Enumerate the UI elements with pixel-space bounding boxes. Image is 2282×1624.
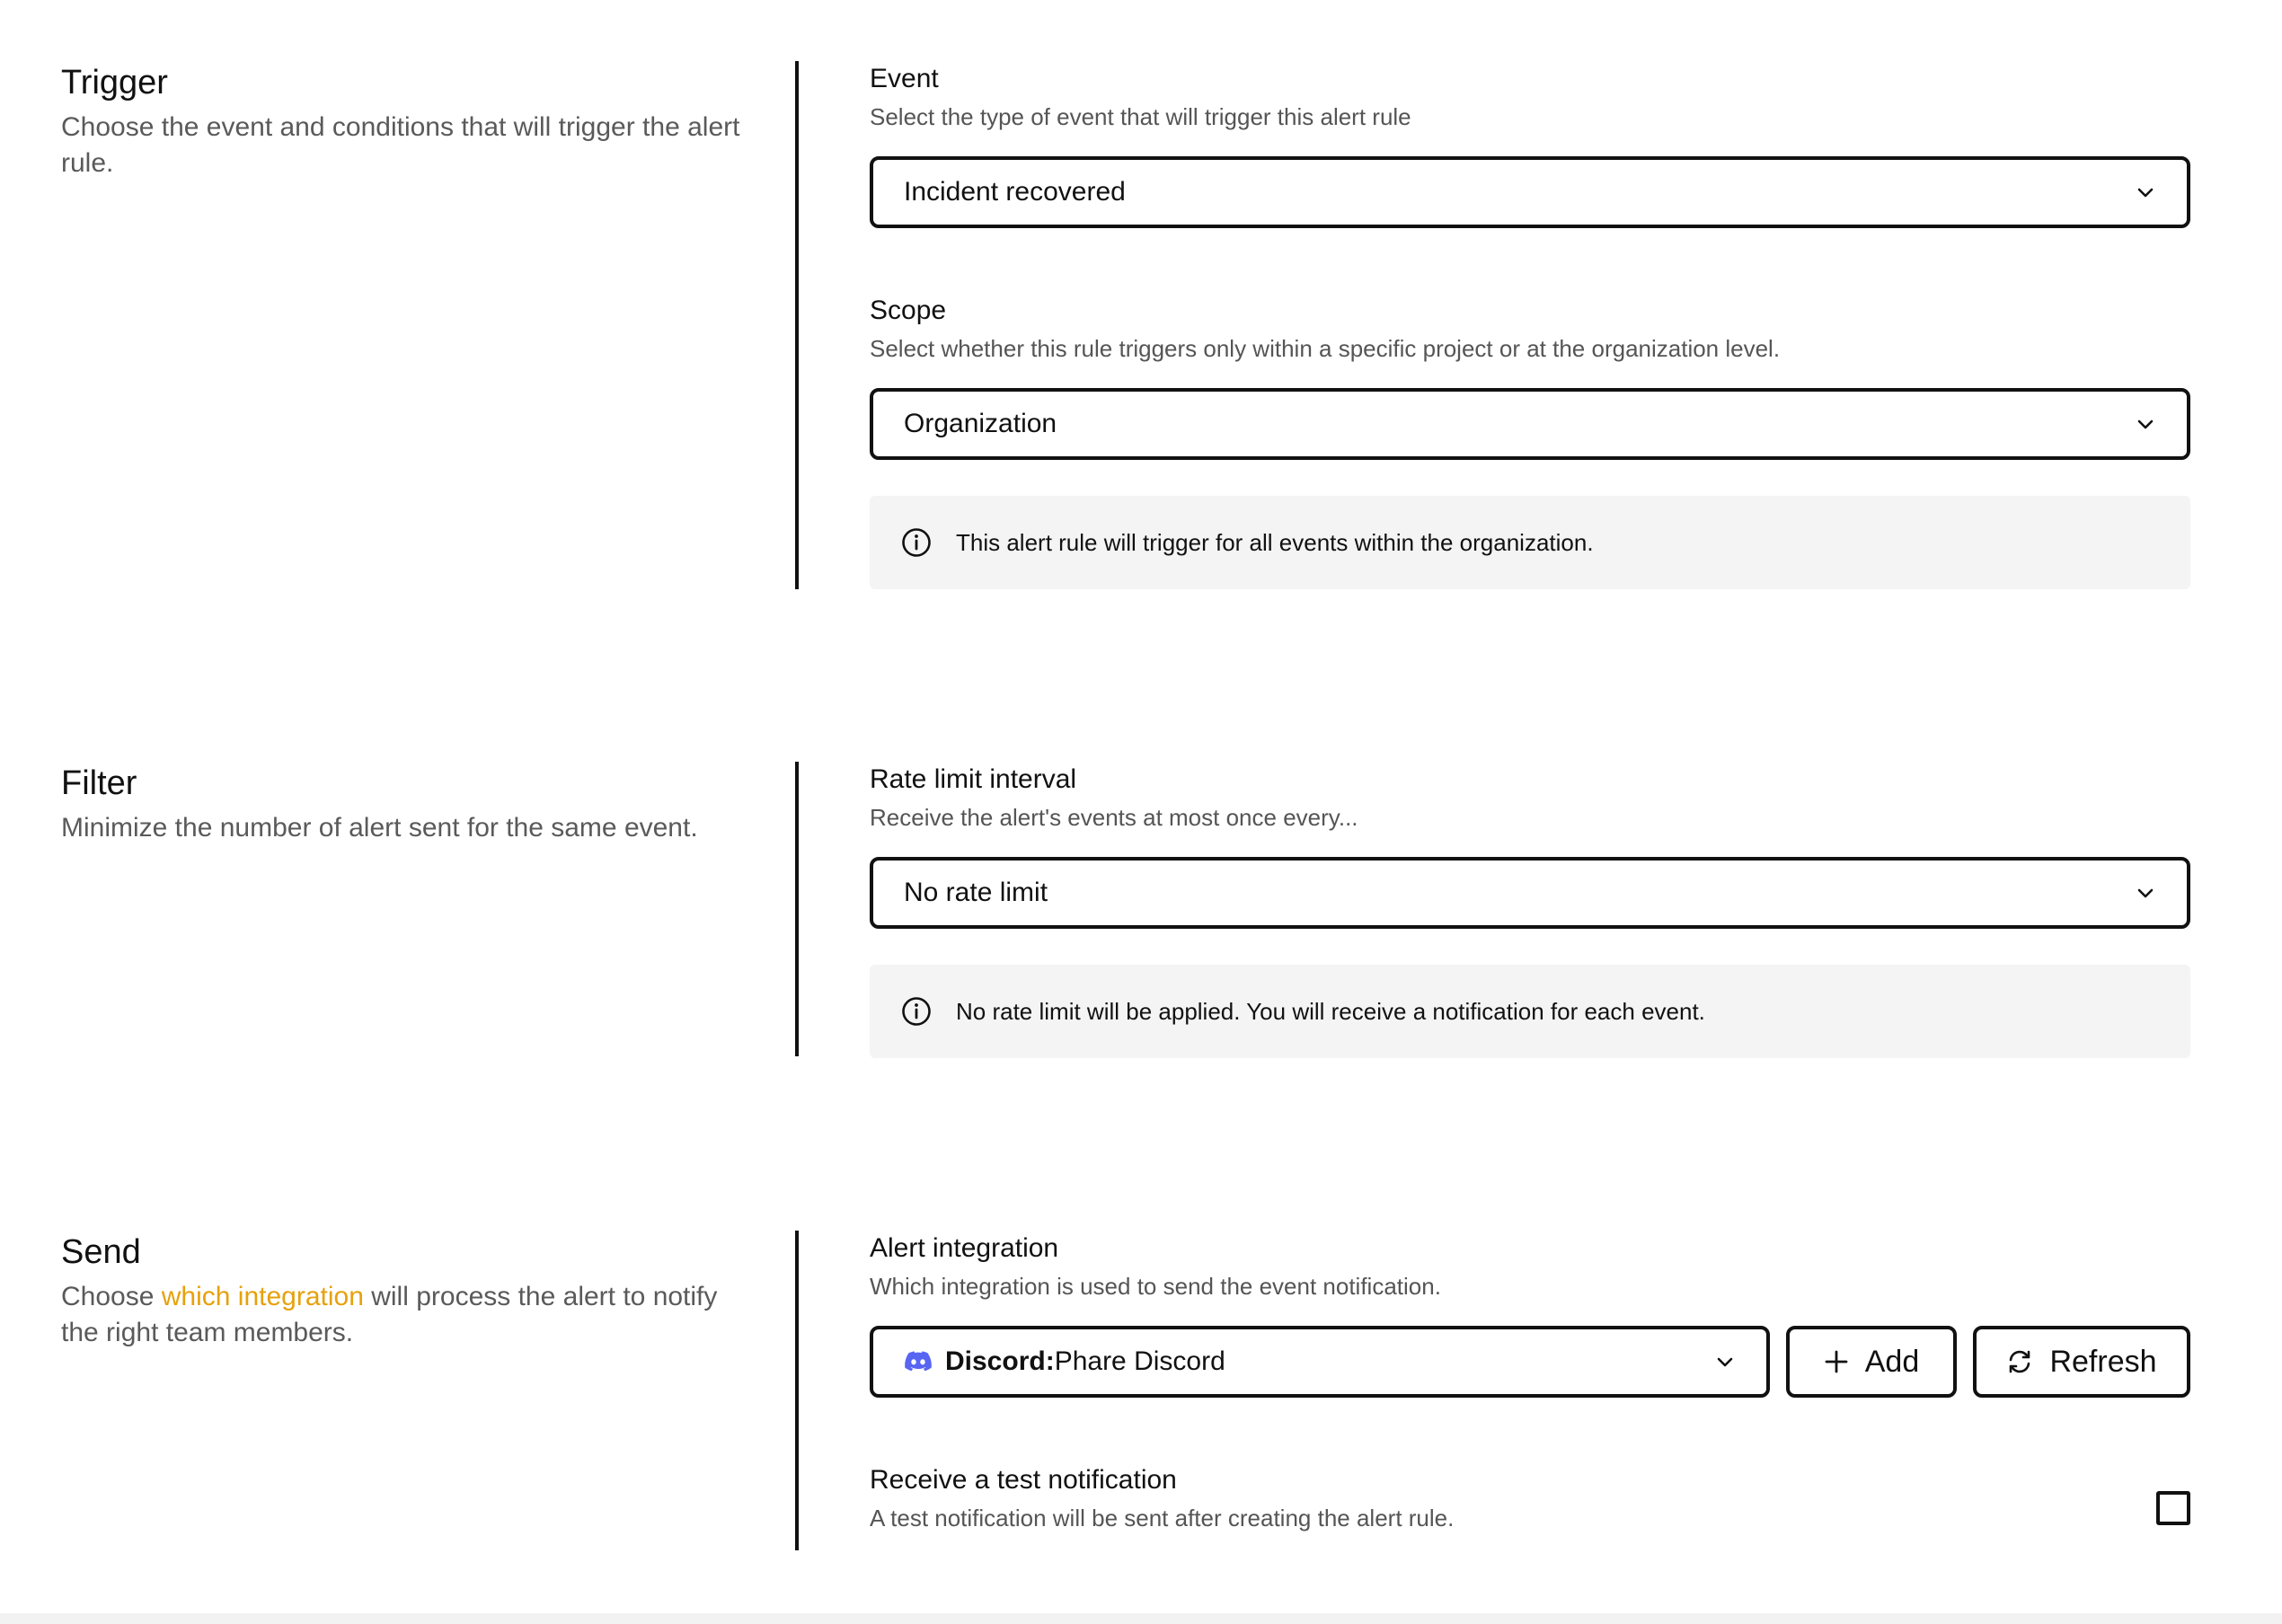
integration-name: Phare Discord xyxy=(1054,1346,1225,1376)
send-description xyxy=(61,1279,744,1351)
scope-label: Scope xyxy=(870,296,947,325)
filter-section xyxy=(0,762,2282,1067)
test-notification-label: Receive a test notification xyxy=(870,1465,1177,1495)
event-label: Event xyxy=(870,64,939,93)
test-notification-checkbox[interactable] xyxy=(2156,1491,2190,1525)
filter-title: Filter xyxy=(61,764,137,802)
send-title: Send xyxy=(61,1233,141,1271)
scope-select[interactable] xyxy=(870,388,2190,460)
integration-help: Which integration is used to send the event notification. xyxy=(870,1273,1441,1300)
filter-intro xyxy=(61,762,744,846)
rate-limit-help: Receive the alert's events at most once every... xyxy=(870,804,1358,831)
scope-info-text: This alert rule will trigger for all events within the organization. xyxy=(956,528,1594,556)
refresh-integrations-button[interactable] xyxy=(1973,1326,2190,1398)
send-divider xyxy=(795,1231,799,1550)
info-icon xyxy=(900,526,933,559)
footer-bar xyxy=(0,1613,2282,1624)
chevron-down-icon xyxy=(1712,1349,1738,1374)
event-select[interactable] xyxy=(870,156,2190,228)
trigger-fields xyxy=(870,61,2190,600)
rate-limit-info-text: No rate limit will be applied. You will receive a notification for each event. xyxy=(956,997,1705,1025)
scope-help: Select whether this rule triggers only within a specific project or at the organization level. xyxy=(870,335,1781,362)
send-description-suffix: will process the alert to notify the right team members. xyxy=(61,1282,718,1347)
integration-select[interactable] xyxy=(870,1326,1770,1398)
rate-limit-info-box xyxy=(870,965,2190,1058)
send-section xyxy=(0,1231,2282,1554)
send-description-prefix: Choose xyxy=(61,1282,162,1311)
add-button-label: Add xyxy=(1864,1344,1920,1379)
test-notification-help: A test notification will be sent after creating the alert rule. xyxy=(870,1505,1455,1531)
plus-icon xyxy=(1824,1349,1849,1374)
filter-divider xyxy=(795,762,799,1056)
trigger-intro xyxy=(61,61,744,181)
chevron-down-icon xyxy=(2133,411,2158,437)
trigger-divider xyxy=(795,61,799,589)
filter-description: Minimize the number of alert sent for the same event. xyxy=(61,813,698,843)
send-fields xyxy=(870,1231,2190,1554)
discord-icon xyxy=(904,1350,933,1373)
integration-label: Alert integration xyxy=(870,1233,1059,1263)
trigger-title: Trigger xyxy=(61,64,168,102)
refresh-button-label: Refresh xyxy=(2049,1344,2157,1379)
integration-type: Discord: xyxy=(945,1346,1055,1376)
refresh-icon xyxy=(2006,1348,2033,1375)
event-help: Select the type of event that will trigger this alert rule xyxy=(870,103,1411,130)
rate-limit-select-value: No rate limit xyxy=(904,878,1048,907)
chevron-down-icon xyxy=(2133,880,2158,905)
scope-select-value: Organization xyxy=(904,409,1057,438)
trigger-description: Choose the event and conditions that will trigger the alert rule. xyxy=(61,112,740,178)
scope-info-box xyxy=(870,496,2190,589)
send-intro xyxy=(61,1231,744,1351)
integration-select-value xyxy=(945,1346,1712,1377)
add-integration-button[interactable] xyxy=(1786,1326,1957,1398)
rate-limit-select[interactable] xyxy=(870,857,2190,929)
rate-limit-label: Rate limit interval xyxy=(870,764,1077,794)
which-integration-link[interactable]: which integration xyxy=(161,1282,364,1311)
chevron-down-icon xyxy=(2133,180,2158,205)
filter-fields xyxy=(870,762,2190,1067)
trigger-section xyxy=(0,61,2282,600)
event-select-value: Incident recovered xyxy=(904,177,1126,207)
info-icon xyxy=(900,995,933,1028)
